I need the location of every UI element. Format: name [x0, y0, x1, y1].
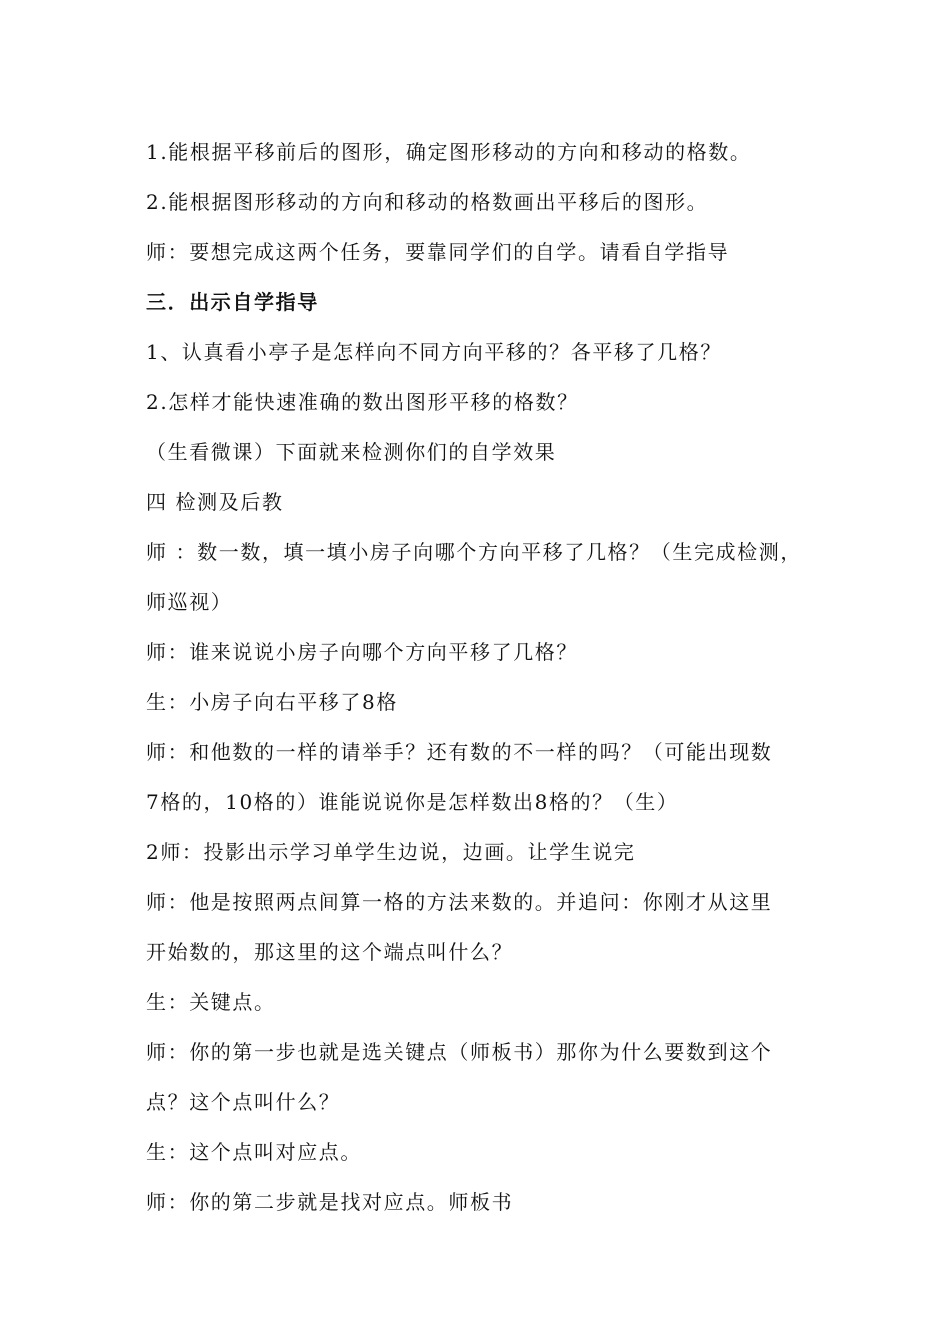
teacher-line: 师：要想完成这两个任务，要靠同学们的自学。请看自学指导 — [146, 240, 730, 264]
teacher-line: 师 ：数一数，填一填小房子向哪个方向平移了几格？（生完成检测， — [146, 540, 802, 564]
guide-item-2: 2.怎样才能快速准确的数出图形平移的格数？ — [146, 390, 579, 414]
teacher-line: 师：谁来说说小房子向哪个方向平移了几格？ — [146, 640, 578, 664]
teacher-line-continued: 点？这个点叫什么？ — [146, 1090, 341, 1114]
teacher-line-continued: 7格的，10格的）谁能说说你是怎样数出8格的？（生） — [146, 790, 679, 814]
student-line: 生：小房子向右平移了8格 — [146, 690, 398, 714]
teacher-line-continued: 开始数的，那这里的这个端点叫什么？ — [146, 940, 514, 964]
teacher-line: 师：和他数的一样的请举手？还有数的不一样的吗？（可能出现数 — [146, 740, 773, 764]
teacher-line-continued: 师巡视） — [146, 590, 233, 614]
guide-item-1: 1、认真看小亭子是怎样向不同方向平移的？各平移了几格？ — [146, 340, 722, 364]
student-line: 生：这个点叫对应点。 — [146, 1140, 362, 1164]
teacher-line: 师：你的第一步也就是选关键点（师板书）那你为什么要数到这个 — [146, 1040, 773, 1064]
objective-1: 1.能根据平移前后的图形，确定图形移动的方向和移动的格数。 — [146, 140, 752, 164]
teacher-line: 师：他是按照两点间算一格的方法来数的。并追问：你刚才从这里 — [146, 890, 773, 914]
teacher-line: 师：你的第二步就是找对应点。师板书 — [146, 1190, 514, 1214]
student-line: 生：关键点。 — [146, 990, 276, 1014]
teacher-line: 2师：投影出示学习单学生边说，边画。让学生说完 — [146, 840, 636, 864]
section-heading-3: 三．出示自学指导 — [146, 290, 319, 314]
student-activity-line: （生看微课）下面就来检测你们的自学效果 — [146, 440, 557, 464]
objective-2: 2.能根据图形移动的方向和移动的格数画出平移后的图形。 — [146, 190, 709, 214]
section-heading-4: 四 检测及后教 — [146, 490, 284, 514]
